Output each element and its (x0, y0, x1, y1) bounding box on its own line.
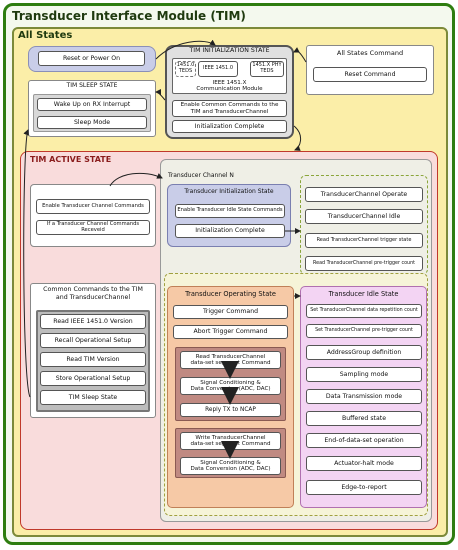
enable-idle-commands[interactable]: Enable Transducer Idle State Commands (175, 204, 285, 218)
channel-idle[interactable]: TransducerChannel Idle (305, 209, 423, 224)
channel-commands-received[interactable]: If a Transducer Channel Commands Receveid (36, 220, 150, 235)
common-commands-label: Common Commands to the TIM and TransducerChannel (43, 286, 143, 301)
abort-trigger-command[interactable]: Abort Trigger Command (173, 325, 288, 339)
set-pretrigger-count[interactable]: Set TransducerChannel pre-trigger count (306, 324, 422, 338)
read-segment-command[interactable]: Read TransducerChannel data-set segment Command (180, 351, 281, 369)
all-states-label: All States (18, 30, 73, 41)
arrow-enable-to-channel (110, 173, 162, 186)
reset-command-button[interactable]: Reset Command (313, 67, 427, 82)
tim-sleep-state-command[interactable]: TIM Sleep State (40, 390, 146, 405)
phy-teds-box: 1451.X PHY TEDS (250, 61, 284, 77)
set-repetition-count[interactable]: Set TransducerChannel data repetition count (306, 304, 422, 318)
arrow-init-to-sleep (156, 92, 165, 100)
transducer-init-complete[interactable]: Initialization Complete (175, 224, 285, 238)
arrow-sleep-cmd (24, 130, 30, 397)
trigger-command[interactable]: Trigger Command (173, 305, 288, 319)
active-state-label: TIM ACTIVE STATE (30, 155, 112, 164)
teds-box: 1451.0 TEDS (175, 61, 196, 77)
all-states-command-label: All States Command (336, 49, 404, 57)
operating-state-label: Transducer Operating State (185, 290, 276, 298)
write-signal-conditioning: Signal Conditioning & Data Conversion (ADC, DAC) (180, 457, 281, 475)
read-ieee-version[interactable]: Read IEEE 1451.0 Version (40, 314, 146, 329)
read-trigger-state[interactable]: Read TransducerChannel trigger state (305, 233, 423, 248)
wake-up-item[interactable]: Wake Up on RX Interrupt (37, 98, 147, 111)
read-pretrigger-count[interactable]: Read TransducerChannel pre-trigger count (305, 256, 423, 271)
reset-power-on-button[interactable]: Reset or Power On (38, 51, 145, 66)
arrow-command-to-init (294, 51, 306, 62)
enable-common-commands[interactable]: Enable Common Commands to the TIM and TransducerChannel (172, 100, 287, 117)
arrow-reset-to-init (156, 41, 215, 59)
end-of-data-set-operation[interactable]: End-of-data-set operation (306, 433, 422, 448)
transducer-channel-label: Transducer Channel N (168, 172, 234, 179)
channel-operate[interactable]: TransducerChannel Operate (305, 187, 423, 202)
transducer-init-label: Transducer Initialization State (184, 188, 274, 195)
addressgroup-definition[interactable]: AddressGroup definition (306, 345, 422, 360)
enable-channel-commands[interactable]: Enable Transducer Channel Commands (36, 199, 150, 214)
tim-init-complete[interactable]: Initialization Complete (172, 120, 287, 133)
sleep-state-label: TIM SLEEP STATE (66, 82, 118, 89)
tim-title: Transducer Interface Module (TIM) (12, 9, 246, 23)
store-operational-setup[interactable]: Store Operational Setup (40, 371, 146, 386)
ieee-1451-0-box: IEEE 1451.0 (198, 61, 238, 77)
tim-init-label: TIM INITIALIZATION STATE (189, 47, 270, 54)
recall-operational-setup[interactable]: Recall Operational Setup (40, 333, 146, 348)
sleep-mode-item[interactable]: Sleep Mode (37, 116, 147, 129)
buffered-state[interactable]: Buffered state (306, 411, 422, 426)
read-signal-conditioning: Signal Conditioning & Data Conversion (ADC, DAC) (180, 377, 281, 395)
data-transmission-mode[interactable]: Data Transmission mode (306, 389, 422, 404)
write-segment-command[interactable]: Write TransducerChannel data-set segment Command (180, 432, 281, 450)
edge-to-report[interactable]: Edge-to-report (306, 480, 422, 495)
actuator-halt-mode[interactable]: Actuator-halt mode (306, 456, 422, 471)
arrow-init-to-active (294, 126, 301, 150)
read-tim-version[interactable]: Read TIM Version (40, 352, 146, 367)
reply-tx-ncap: Reply TX to NCAP (180, 403, 281, 417)
idle-state-label: Transducer Idle State (328, 290, 399, 298)
sampling-mode[interactable]: Sampling mode (306, 367, 422, 382)
comm-module-box: IEEE 1451.X Communication Module (196, 79, 263, 92)
